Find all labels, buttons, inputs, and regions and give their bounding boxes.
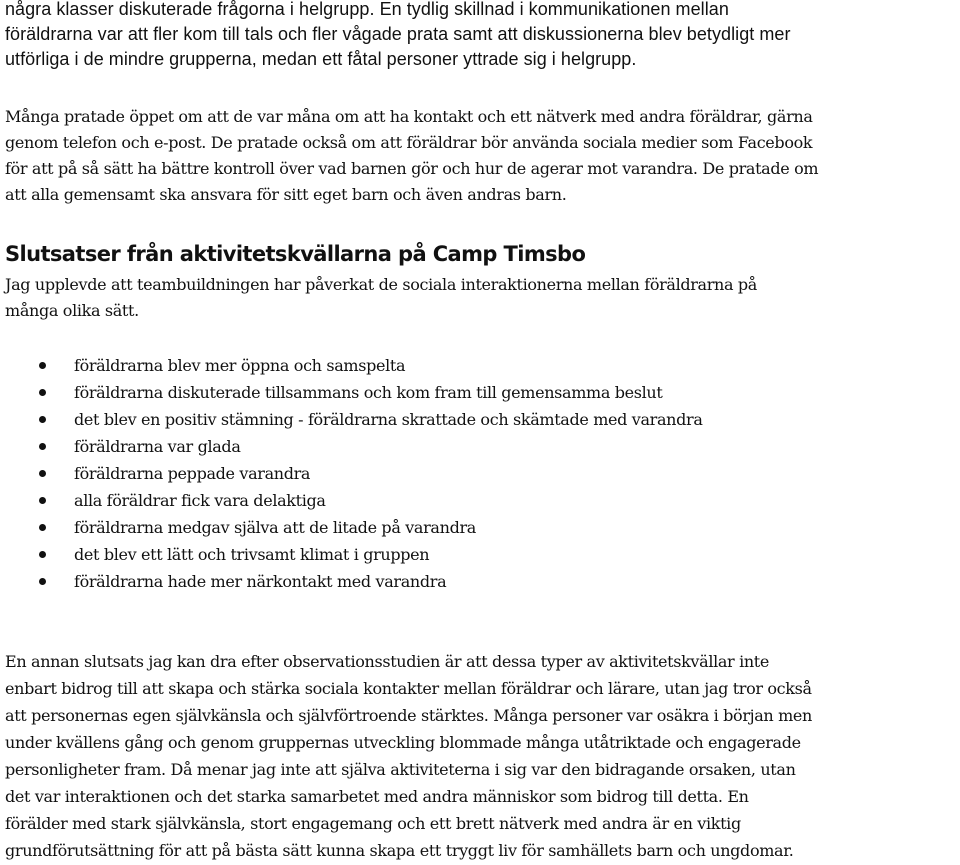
paragraph-line: Många pratade öppet om att de var måna om att ha kontakt och ett nätverk med andra föräldrar, gärna [5,107,813,126]
list-item-text: det blev en positiv stämning - föräldrarna skrattade och skämtade med varandra [74,410,703,429]
bullet-icon [39,578,46,585]
paragraph-group-discussion [5,0,955,72]
paragraph-line: enbart bidrog till att skapa och stärka sociala kontakter mellan föräldrar och lärare, utan jag tror också [5,679,812,698]
bullet-icon [39,362,46,369]
paragraph-line: föräldrarna var att fler kom till tals och fler vågade prata samt att diskussionerna blev betydligt mer [5,24,791,44]
list-item-text: föräldrarna hade mer närkontakt med varandra [74,572,447,591]
paragraph-conclusion [5,648,955,864]
paragraph-contact-network [5,104,955,208]
list-item-text: alla föräldrar fick vara delaktiga [74,491,326,510]
paragraph-line: många olika sätt. [5,301,139,320]
paragraph-line: under kvällens gång och genom gruppernas utveckling blommade många utåtriktade och engagerade [5,733,801,752]
paragraph-line: att alla gemensamt ska ansvara för sitt eget barn och även andras barn. [5,185,567,204]
paragraph-line: det var interaktionen och det starka samarbetet med andra människor som bidrog till detta. En [5,787,749,806]
bullet-icon [39,389,46,396]
paragraph-line: några klasser diskuterade frågorna i helgrupp. En tydlig skillnad i kommunikationen mellan [5,0,729,19]
bullet-icon [39,551,46,558]
bullet-icon [39,443,46,450]
paragraph-line: personligheter fram. Då menar jag inte att själva aktiviteterna i sig var den bidragande orsaken, utan [5,760,796,779]
list-item-text: föräldrarna var glada [74,437,241,456]
paragraph-line: grundförutsättning för att på bästa sätt kunna skapa ett tryggt liv för samhällets barn och ungdomar. [5,841,794,860]
paragraph-line: genom telefon och e-post. De pratade också om att föräldrar bör använda sociala medier som Facebook [5,133,813,152]
list-item-text: föräldrarna medgav själva att de litade på varandra [74,518,476,537]
list-item-text: föräldrarna blev mer öppna och samspelta [74,356,406,375]
paragraph-line: Jag upplevde att teambuildningen har påverkat de sociala interaktionerna mellan föräldrarna på [5,275,757,294]
paragraph-line: att personernas egen självkänsla och självförtroende stärktes. Många personer var osäkra i början men [5,706,813,725]
list-item-text: föräldrarna diskuterade tillsammans och kom fram till gemensamma beslut [74,383,663,402]
bullet-icon [39,497,46,504]
section-heading: Slutsatser från aktivitetskvällarna på Camp Timsbo [5,242,586,266]
list-item-text: det blev ett lätt och trivsamt klimat i gruppen [74,545,430,564]
bullet-icon [39,416,46,423]
paragraph-line: En annan slutsats jag kan dra efter observationsstudien är att dessa typer av aktivitetskvällar inte [5,652,769,671]
bullet-icon [39,524,46,531]
bullet-icon [39,470,46,477]
paragraph-line: utförliga i de mindre grupperna, medan ett fåtal personer yttrade sig i helgrupp. [5,49,637,69]
paragraph-line: för att på så sätt ha bättre kontroll över vad barnen gör och hur de agerar mot varandra. De pratade om [5,159,819,178]
paragraph-line: förälder med stark självkänsla, stort engagemang och ett brett nätverk med andra är en viktig [5,814,741,833]
list-item-text: föräldrarna peppade varandra [74,464,311,483]
section-intro [5,272,955,324]
